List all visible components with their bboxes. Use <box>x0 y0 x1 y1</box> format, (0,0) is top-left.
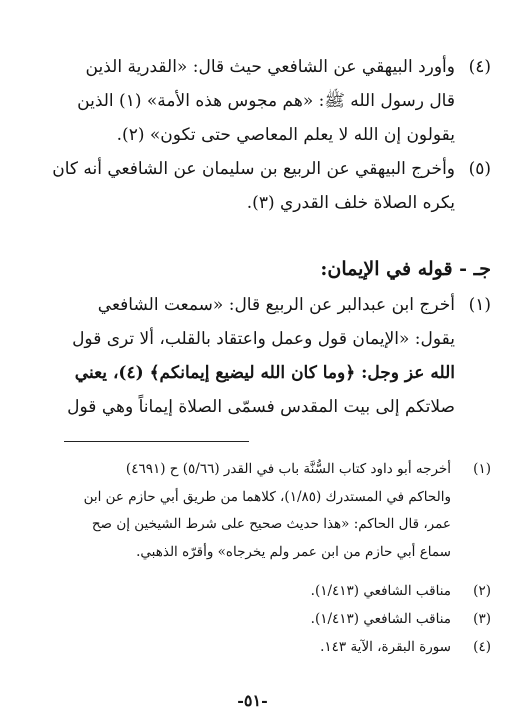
paragraph-line: صلاتكم إلى بيت المقدس فسمّى الصلاة إيماناً وهي قول <box>67 397 455 417</box>
footnote-number: (٢) <box>473 583 491 599</box>
paragraph-iman <box>21 288 491 424</box>
footnote-line: والحاكم في المستدرك (١/٨٥)، كلاهما من طريق أبي حازم عن ابن <box>83 488 451 505</box>
paragraph-line: الله عز وجل: ﴿وما كان الله ليضيع إيمانكم﴾ (٤)، يعني <box>74 363 455 383</box>
footnote-line: (١)أخرجه أبو داود كتاب السُّنَّة باب في القدر (٥/٦٦) ح (٤٦٩١) <box>21 456 491 484</box>
footnote-line: سماع أبي حازم من ابن عمر ولم يخرجاه» وأقرّه الذهبي. <box>136 543 451 560</box>
paragraph-line: (٥)وأخرج البيهقي عن الربيع بن سليمان عن الشافعي أنه كان <box>21 152 491 186</box>
page-number: -٥١- <box>237 691 268 710</box>
paragraph-number: (٥) <box>468 159 491 179</box>
paragraph-line: (٤)وأورد البيهقي عن الشافعي حيث قال: «القدرية الذين <box>21 50 491 84</box>
footnote-3 <box>21 606 491 634</box>
footnote-number: (٣) <box>473 611 491 627</box>
footnote-divider <box>64 441 249 442</box>
paragraph-4 <box>21 50 491 152</box>
paragraph-line: يكره الصلاة خلف القدري (٣). <box>246 193 455 213</box>
footnote-2 <box>21 578 491 606</box>
paragraph-line: قال رسول الله ﷺ: «هم مجوس هذه الأمة» (١) الذين <box>77 91 455 111</box>
paragraph-5 <box>21 152 491 220</box>
footnote-line: (٢)مناقب الشافعي (١/٤١٣). <box>21 578 491 606</box>
footnote-4 <box>21 634 491 662</box>
section-heading: جـ - قوله في الإيمان: <box>320 258 491 280</box>
footnote-line: (٤)سورة البقرة، الآية ١٤٣. <box>21 634 491 662</box>
footnote-number: (٤) <box>473 639 491 655</box>
paragraph-number: (١) <box>468 295 491 315</box>
footnote-line: (٣)مناقب الشافعي (١/٤١٣). <box>21 606 491 634</box>
footnote-number: (١) <box>473 461 491 477</box>
footnote-1 <box>21 456 491 566</box>
paragraph-number: (٤) <box>468 57 491 77</box>
paragraph-line: يقولون إن الله لا يعلم المعاصي حتى تكون» (٢). <box>116 125 455 145</box>
paragraph-line: (١)أخرج ابن عبدالبر عن الربيع قال: «سمعت الشافعي <box>21 288 491 322</box>
footnote-line: عمر، قال الحاكم: «هذا حديث صحيح على شرط الشيخين إن صح <box>91 516 451 532</box>
paragraph-line: يقول: «الإيمان قول وعمل واعتقاد بالقلب، ألا ترى قول <box>72 329 455 349</box>
